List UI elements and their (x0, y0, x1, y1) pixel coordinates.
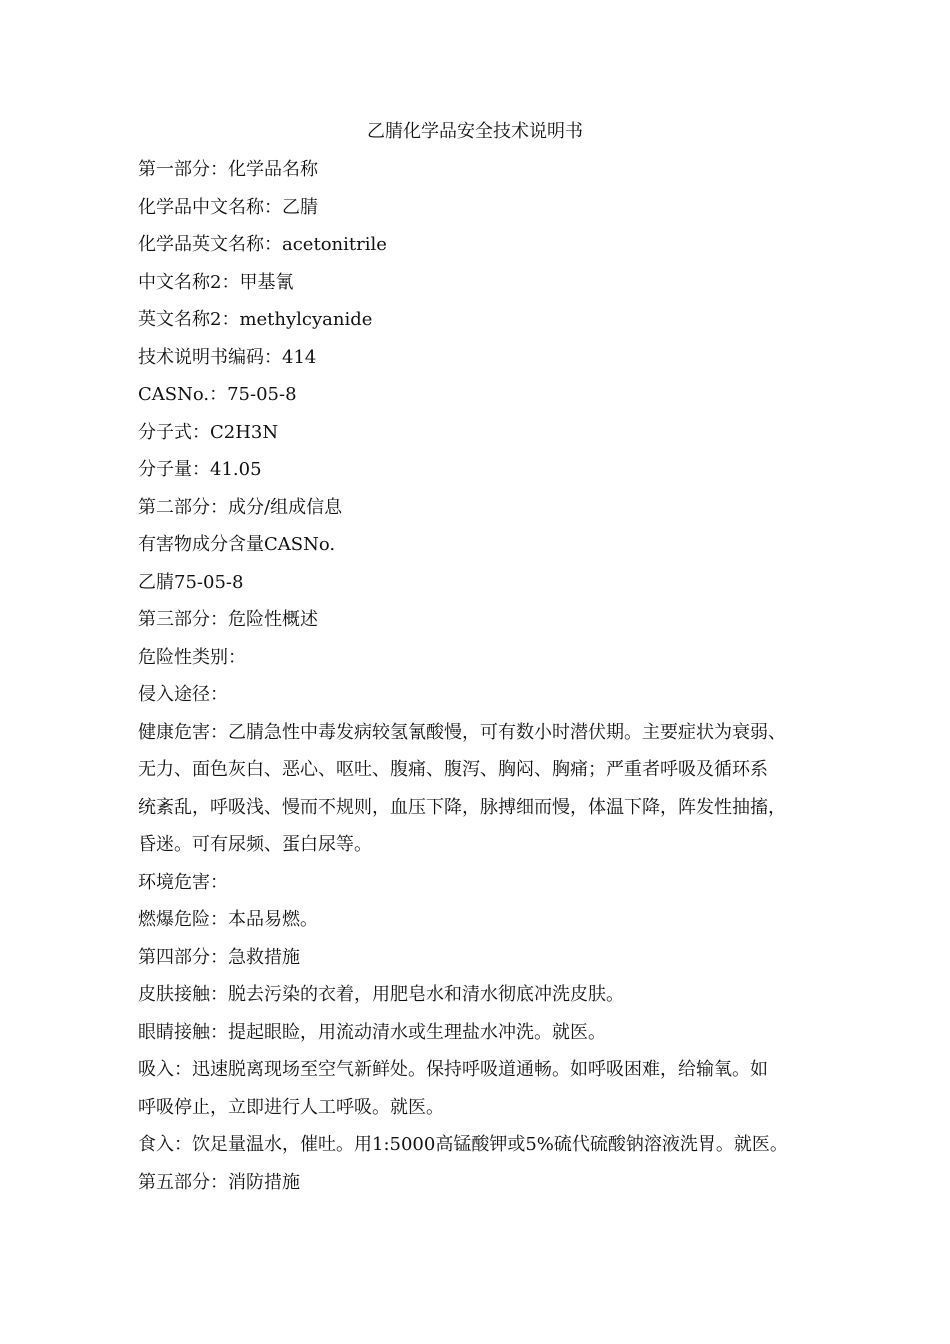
english-name-line: 化学品英文名称：acetonitrile (138, 234, 387, 255)
document-body (138, 151, 838, 1201)
document-title: 乙腈化学品安全技术说明书 (367, 121, 583, 142)
section-heading-2: 第二部分：成分/组成信息 (138, 496, 343, 518)
section-heading-4: 第四部分：急救措施 (138, 946, 300, 968)
health-hazard-line: 昏迷。可有尿频、蛋白尿等。 (138, 834, 372, 855)
fire-explosion-hazard-line: 燃爆危险：本品易燃。 (138, 909, 318, 930)
environmental-hazard-line: 环境危害： (138, 871, 228, 893)
eye-contact-line: 眼睛接触：提起眼睑，用流动清水或生理盐水冲洗。就医。 (138, 1021, 606, 1043)
inhalation-line: 呼吸停止，立即进行人工呼吸。就医。 (138, 1096, 444, 1118)
chinese-name-2-line: 中文名称2：甲基氰 (138, 271, 294, 293)
entry-route-line: 侵入途径： (138, 684, 228, 705)
section-heading-1: 第一部分：化学品名称 (138, 159, 318, 180)
section-heading-3: 第三部分：危险性概述 (138, 609, 318, 630)
health-hazard-line: 健康危害：乙腈急性中毒发病较氢氰酸慢，可有数小时潜伏期。主要症状为衰弱、 (138, 721, 786, 743)
inhalation-line: 吸入：迅速脱离现场至空气新鲜处。保持呼吸道通畅。如呼吸困难，给输氧。如 (138, 1059, 768, 1080)
ingestion-line: 食入：饮足量温水，催吐。用1:5000高锰酸钾或5%硫代硫酸钠溶液洗胃。就医。 (138, 1134, 788, 1155)
molecular-weight-line: 分子量：41.05 (138, 459, 262, 480)
composition-header-line: 有害物成分含量CASNo. (138, 534, 336, 555)
molecular-formula-line: 分子式：C2H3N (138, 421, 279, 443)
spec-code-line: 技术说明书编码：414 (138, 346, 317, 368)
english-name-2-line: 英文名称2：methylcyanide (138, 309, 373, 330)
section-heading-5: 第五部分：消防措施 (138, 1171, 300, 1193)
cas-number-line: CASNo.：75-05-8 (138, 384, 297, 405)
health-hazard-line: 统紊乱，呼吸浅、慢而不规则，血压下降，脉搏细而慢，体温下降，阵发性抽搐， (138, 796, 786, 818)
hazard-category-line: 危险性类别： (138, 646, 246, 668)
composition-row-line: 乙腈75-05-8 (138, 571, 244, 593)
skin-contact-line: 皮肤接触：脱去污染的衣着，用肥皂水和清水彻底冲洗皮肤。 (138, 984, 624, 1005)
chinese-name-line: 化学品中文名称：乙腈 (138, 196, 318, 218)
health-hazard-line: 无力、面色灰白、恶心、呕吐、腹痛、腹泻、胸闷、胸痛；严重者呼吸及循环系 (138, 759, 768, 780)
